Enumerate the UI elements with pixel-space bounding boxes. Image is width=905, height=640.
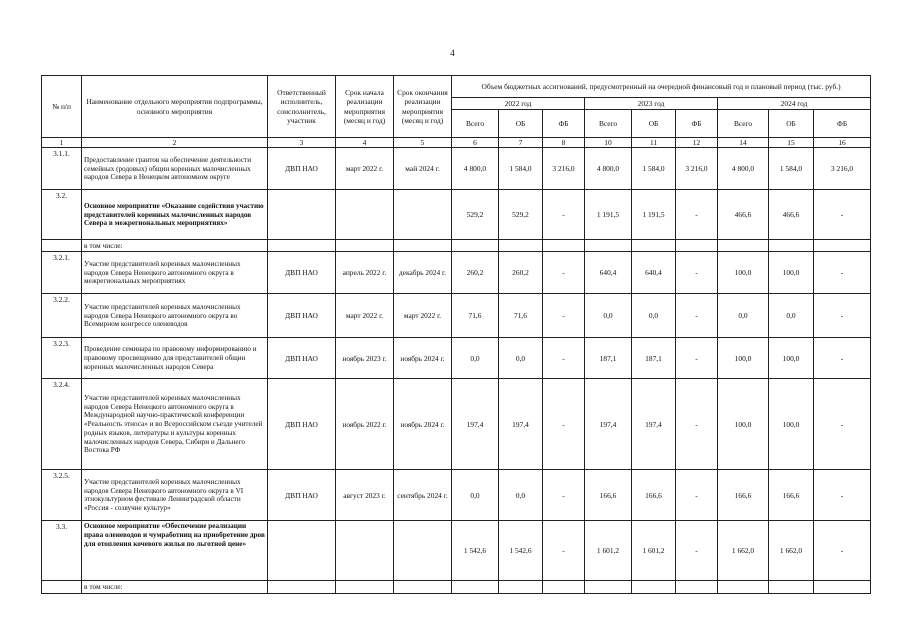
budget-table (41, 75, 871, 594)
value-cell: 197,4 (585, 379, 632, 470)
header-ob: ОБ (769, 110, 814, 138)
table-row (42, 338, 871, 379)
value-cell: 3 216,0 (676, 148, 718, 190)
header-start: Срок начала реализации мероприятия (месяц и год) (336, 76, 394, 138)
col-num: 4 (336, 138, 394, 148)
value-cell: - (676, 294, 718, 338)
row-start: ноябрь 2023 г. (336, 338, 394, 379)
value-cell: - (814, 379, 871, 470)
row-responsible: ДВП НАО (268, 379, 336, 470)
table-row (42, 521, 871, 581)
empty-cell (676, 240, 718, 252)
value-cell: 1 542,6 (452, 521, 499, 581)
col-num: 5 (394, 138, 452, 148)
value-cell: 640,4 (632, 252, 676, 294)
value-cell: 0,0 (499, 338, 543, 379)
value-cell: 1 584,0 (632, 148, 676, 190)
col-num: 2 (82, 138, 268, 148)
row-start: август 2023 г. (336, 470, 394, 521)
value-cell: 4 800,0 (718, 148, 769, 190)
table-row (42, 470, 871, 521)
empty-cell (394, 240, 452, 252)
header-total: Всего (718, 110, 769, 138)
empty-cell (814, 240, 871, 252)
row-responsible (268, 521, 336, 581)
col-num: 6 (452, 138, 499, 148)
row-start: апрель 2022 г. (336, 252, 394, 294)
header-fb: ФБ (543, 110, 585, 138)
value-cell: 187,1 (585, 338, 632, 379)
col-num: 14 (718, 138, 769, 148)
value-cell: - (814, 470, 871, 521)
row-responsible (268, 190, 336, 240)
row-responsible: ДВП НАО (268, 470, 336, 521)
col-num: 1 (42, 138, 82, 148)
column-number-row (42, 138, 871, 148)
empty-cell (268, 581, 336, 593)
row-number: 3.2.2. (42, 294, 82, 338)
empty-cell (268, 240, 336, 252)
empty-cell (718, 240, 769, 252)
header-no: № п/п (42, 76, 82, 138)
row-responsible: ДВП НАО (268, 294, 336, 338)
value-cell: - (814, 190, 871, 240)
value-cell: - (676, 379, 718, 470)
empty-cell (452, 240, 499, 252)
value-cell: 0,0 (718, 294, 769, 338)
empty-cell (499, 240, 543, 252)
header-year-2024: 2024 год (718, 98, 871, 110)
header-fb: ФБ (814, 110, 871, 138)
col-num: 3 (268, 138, 336, 148)
row-number: 3.2.5. (42, 470, 82, 521)
value-cell: 4 800,0 (585, 148, 632, 190)
row-start: март 2022 г. (336, 294, 394, 338)
empty-cell (585, 240, 632, 252)
value-cell: - (543, 190, 585, 240)
value-cell: 187,1 (632, 338, 676, 379)
value-cell: 1 542,6 (499, 521, 543, 581)
value-cell: - (543, 338, 585, 379)
row-end (394, 521, 452, 581)
value-cell: - (676, 252, 718, 294)
value-cell: 0,0 (499, 470, 543, 521)
value-cell: - (676, 190, 718, 240)
value-cell: 0,0 (452, 470, 499, 521)
value-cell: 0,0 (769, 294, 814, 338)
including-label: в том числе: (82, 581, 268, 593)
value-cell: 3 216,0 (543, 148, 585, 190)
row-end: сентябрь 2024 г. (394, 470, 452, 521)
value-cell: 3 216,0 (814, 148, 871, 190)
header-responsible: Ответственный исполнитель, соисполнитель, участник (268, 76, 336, 138)
value-cell: 0,0 (585, 294, 632, 338)
value-cell: 1 191,5 (585, 190, 632, 240)
row-end: ноябрь 2024 г. (394, 338, 452, 379)
value-cell: 197,4 (452, 379, 499, 470)
value-cell: - (814, 338, 871, 379)
row-name: Участие представителей коренных малочисленных народов Севера Ненецкого автономного округа в VI этнокультурном фестивале Ленинградской области «Россия - созвучие культур» (82, 470, 268, 521)
table-row (42, 294, 871, 338)
empty-cell (718, 581, 769, 593)
empty-cell (336, 581, 394, 593)
row-end (394, 190, 452, 240)
header-budget: Объем бюджетных ассигнований, предусмотренный на очередной финансовый год и плановый период (тыс. руб.) (452, 76, 871, 98)
value-cell: 529,2 (452, 190, 499, 240)
header-total: Всего (585, 110, 632, 138)
value-cell: - (814, 294, 871, 338)
row-end: ноябрь 2024 г. (394, 379, 452, 470)
header-fb: ФБ (676, 110, 718, 138)
value-cell: 0,0 (452, 338, 499, 379)
value-cell: - (543, 294, 585, 338)
value-cell: 197,4 (499, 379, 543, 470)
header-total: Всего (452, 110, 499, 138)
value-cell: 100,0 (769, 379, 814, 470)
value-cell: - (543, 521, 585, 581)
table-row (42, 252, 871, 294)
including-label: в том числе: (82, 240, 268, 252)
value-cell: - (543, 252, 585, 294)
row-responsible: ДВП НАО (268, 148, 336, 190)
header-ob: ОБ (499, 110, 543, 138)
value-cell: 4 800,0 (452, 148, 499, 190)
page-number: 4 (450, 48, 455, 58)
empty-cell (543, 581, 585, 593)
value-cell: 100,0 (718, 338, 769, 379)
row-number: 3.1.1. (42, 148, 82, 190)
empty-cell (814, 581, 871, 593)
header-end: Срок окончания реализации мероприятия (месяц и год) (394, 76, 452, 138)
value-cell: 260,2 (452, 252, 499, 294)
row-number: 3.2.4. (42, 379, 82, 470)
col-num: 16 (814, 138, 871, 148)
value-cell: - (676, 521, 718, 581)
row-end: декабрь 2024 г. (394, 252, 452, 294)
value-cell: 260,2 (499, 252, 543, 294)
empty-cell (585, 581, 632, 593)
col-num: 11 (632, 138, 676, 148)
value-cell: 197,4 (632, 379, 676, 470)
col-num: 10 (585, 138, 632, 148)
value-cell: 166,6 (585, 470, 632, 521)
row-start: март 2022 г. (336, 148, 394, 190)
row-responsible: ДВП НАО (268, 338, 336, 379)
empty-cell (499, 581, 543, 593)
row-responsible: ДВП НАО (268, 252, 336, 294)
value-cell: 100,0 (769, 338, 814, 379)
row-start (336, 190, 394, 240)
table-row (42, 148, 871, 190)
row-end: март 2022 г. (394, 294, 452, 338)
col-num: 7 (499, 138, 543, 148)
row-name: Участие представителей коренных малочисленных народов Севера Ненецкого автономного округа в Международной научно-практической конференции «Реальность этноса» и во Всероссийском съезде учителей родных языков, литературы и культуры коренных малочисленных народов Севера, Сибири и Дальнего Востока РФ (82, 379, 268, 470)
empty-cell (676, 581, 718, 593)
row-name: Проведение семинара по правовому информированию и правовому просвещению для представителей общин коренных малочисленных народов Севера (82, 338, 268, 379)
col-num: 12 (676, 138, 718, 148)
including-row (42, 240, 871, 252)
value-cell: 1 601,2 (585, 521, 632, 581)
header-year-2022: 2022 год (452, 98, 585, 110)
value-cell: 100,0 (769, 252, 814, 294)
empty-cell (632, 240, 676, 252)
value-cell: 0,0 (632, 294, 676, 338)
value-cell: 466,6 (718, 190, 769, 240)
row-number: 3.2. (42, 190, 82, 240)
value-cell: 529,2 (499, 190, 543, 240)
row-end: май 2024 г. (394, 148, 452, 190)
value-cell: 1 191,5 (632, 190, 676, 240)
value-cell: - (676, 338, 718, 379)
value-cell: 71,6 (452, 294, 499, 338)
row-name: Участие представителей коренных малочисленных народов Севера Ненецкого автономного округа в межрегиональных мероприятиях (82, 252, 268, 294)
empty-cell (452, 581, 499, 593)
col-num: 15 (769, 138, 814, 148)
row-number: 3.3. (42, 521, 82, 581)
including-row (42, 581, 871, 593)
empty-cell (632, 581, 676, 593)
value-cell: - (543, 470, 585, 521)
header-name: Наименование отдельного мероприятия подпрограммы, основного мероприятия (82, 76, 268, 138)
value-cell: 100,0 (718, 379, 769, 470)
empty-cell (769, 581, 814, 593)
value-cell: - (814, 252, 871, 294)
table-row (42, 379, 871, 470)
empty-cell (336, 240, 394, 252)
row-number: 3.2.3. (42, 338, 82, 379)
row-name: Участие представителей коренных малочисленных народов Севера Ненецкого автономного округа во Всемирном конгрессе оленеводов (82, 294, 268, 338)
row-name: Основное мероприятие «Оказание содействия участию представителей коренных малочисленных народов Севера в межрегиональных мероприятиях» (82, 190, 268, 240)
value-cell: 1 662,0 (769, 521, 814, 581)
value-cell: 166,6 (769, 470, 814, 521)
value-cell: - (814, 521, 871, 581)
row-name: Основное мероприятие «Обеспечение реализации права оленеводов и чумработниц на приобретение дров для отопления кочевого жилья по льготной цене» (82, 521, 268, 581)
value-cell: 640,4 (585, 252, 632, 294)
row-start: ноябрь 2022 г. (336, 379, 394, 470)
value-cell: 1 584,0 (769, 148, 814, 190)
value-cell: 166,6 (632, 470, 676, 521)
value-cell: 1 601,2 (632, 521, 676, 581)
value-cell: - (676, 470, 718, 521)
value-cell: 1 662,0 (718, 521, 769, 581)
empty-cell (543, 240, 585, 252)
row-number: 3.2.1. (42, 252, 82, 294)
header-ob: ОБ (632, 110, 676, 138)
value-cell: 166,6 (718, 470, 769, 521)
row-name: Предоставление грантов на обеспечение деятельности семейных (родовых) общин коренных малочисленных народов Севера в Ненецком автономном округе (82, 148, 268, 190)
value-cell: 100,0 (718, 252, 769, 294)
empty-cell (42, 581, 82, 593)
value-cell: - (543, 379, 585, 470)
empty-cell (42, 240, 82, 252)
value-cell: 71,6 (499, 294, 543, 338)
empty-cell (769, 240, 814, 252)
row-start (336, 521, 394, 581)
col-num: 8 (543, 138, 585, 148)
table-row (42, 190, 871, 240)
empty-cell (394, 581, 452, 593)
value-cell: 466,6 (769, 190, 814, 240)
header-year-2023: 2023 год (585, 98, 718, 110)
value-cell: 1 584,0 (499, 148, 543, 190)
